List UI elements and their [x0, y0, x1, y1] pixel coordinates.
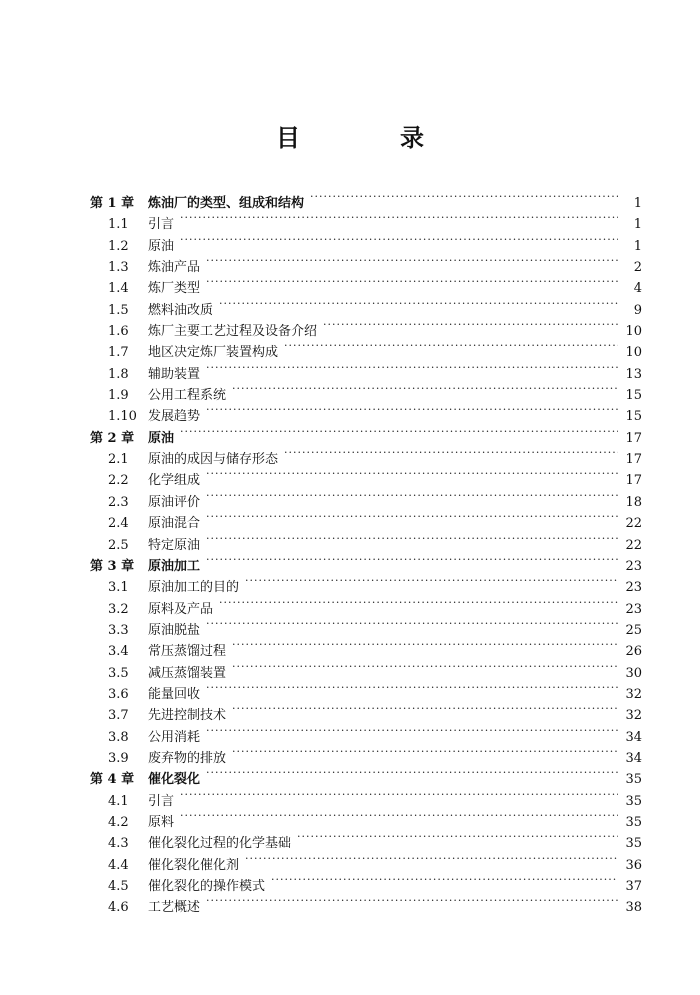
toc-entry-number: 3.6 [108, 686, 129, 702]
dot-leader [206, 528, 618, 549]
toc-entry-page-number: 4 [633, 281, 642, 297]
toc-entry-page-number: 38 [625, 900, 642, 916]
dot-leader [310, 186, 618, 207]
toc-entry-number: 2.4 [108, 516, 129, 532]
dot-leader [271, 869, 618, 890]
toc-entry-page-number: 22 [625, 516, 642, 532]
dot-leader [232, 698, 618, 719]
toc-entry-page-number: 35 [625, 793, 642, 809]
dot-leader [232, 634, 618, 655]
toc-entry-page-number: 2 [633, 260, 642, 276]
toc-entry-page-number: 23 [625, 601, 642, 617]
dot-leader [206, 613, 618, 634]
toc-entry-title: 工艺概述 [148, 900, 201, 916]
toc-entry-title: 引言 [148, 793, 175, 809]
toc-entry-title: 原油混合 [148, 516, 201, 532]
toc-entry-page-number: 35 [625, 836, 642, 852]
dot-leader [245, 848, 618, 869]
toc-entry-number: 第 3 章 [90, 558, 135, 574]
dot-leader [180, 229, 618, 250]
toc-entry-number: 2.3 [108, 494, 129, 510]
toc-entry-number: 1.10 [108, 409, 137, 425]
toc-entry-number: 1.5 [108, 302, 129, 318]
toc-chapter-row[interactable] [90, 186, 642, 211]
toc-entry-page-number: 10 [625, 345, 642, 361]
dot-leader [219, 592, 618, 613]
toc-entry-number: 1.2 [108, 238, 129, 254]
dot-leader [219, 293, 618, 314]
toc-entry-title: 发展趋势 [148, 409, 201, 425]
toc-entry-page-number: 1 [633, 196, 642, 211]
toc-entry-title: 原油脱盐 [148, 622, 201, 638]
toc-entry-number: 3.2 [108, 601, 129, 617]
table-of-contents [90, 186, 642, 916]
dot-leader [206, 357, 618, 378]
dot-leader [284, 442, 618, 463]
toc-entry-page-number: 23 [625, 558, 642, 574]
dot-leader [206, 485, 618, 506]
dot-leader [245, 570, 618, 591]
toc-entry-title: 原油加工 [148, 558, 201, 574]
toc-entry-page-number: 26 [625, 644, 642, 660]
dot-leader [323, 314, 618, 335]
dot-leader [206, 762, 618, 783]
toc-entry-number: 3.4 [108, 644, 129, 660]
toc-entry-number: 1.9 [108, 388, 129, 404]
dot-leader [206, 399, 618, 420]
toc-entry-number: 2.5 [108, 537, 129, 553]
toc-entry-title: 减压蒸馏装置 [148, 665, 227, 681]
dot-leader [297, 826, 618, 847]
toc-entry-page-number: 18 [625, 494, 642, 510]
dot-leader [232, 378, 618, 399]
toc-entry-number: 3.1 [108, 580, 129, 596]
toc-entry-number: 4.5 [108, 879, 129, 894]
toc-entry-page-number: 17 [625, 473, 642, 489]
toc-entry-page-number: 9 [633, 302, 642, 318]
toc-entry-title: 炼厂类型 [148, 281, 201, 297]
toc-entry-number: 1.8 [108, 366, 129, 382]
toc-entry-page-number: 10 [625, 324, 642, 340]
toc-entry-page-number: 34 [625, 750, 642, 766]
toc-entry-number: 4.3 [108, 836, 129, 852]
toc-entry-page-number: 36 [625, 857, 642, 873]
dot-leader [206, 549, 618, 570]
dot-leader [206, 250, 618, 271]
toc-entry-number: 4.1 [108, 793, 129, 809]
dot-leader [206, 506, 618, 527]
toc-entry-page-number: 1 [633, 238, 642, 254]
toc-entry-page-number: 32 [625, 686, 642, 702]
toc-entry-page-number: 30 [625, 665, 642, 681]
toc-entry-number: 2.1 [108, 452, 129, 468]
toc-entry-title: 公用消耗 [148, 729, 201, 745]
dot-leader [206, 890, 618, 911]
toc-entry-page-number: 15 [625, 409, 642, 425]
dot-leader [180, 207, 618, 228]
toc-entry-title: 原料及产品 [148, 601, 214, 617]
toc-entry-title: 原料 [148, 814, 175, 830]
toc-entry-page-number: 25 [625, 622, 642, 638]
dot-leader [206, 463, 618, 484]
toc-entry-number: 2.2 [108, 473, 129, 489]
toc-entry-number: 1.1 [108, 217, 129, 233]
toc-entry-page-number: 17 [625, 452, 642, 468]
toc-entry-page-number: 15 [625, 388, 642, 404]
toc-entry-number: 3.7 [108, 708, 129, 724]
toc-entry-title: 常压蒸馏过程 [148, 644, 227, 660]
page-title: 目 录 [276, 124, 462, 152]
toc-entry-title: 催化裂化的操作模式 [148, 879, 266, 894]
toc-entry-number: 3.8 [108, 729, 129, 745]
toc-entry-page-number: 32 [625, 708, 642, 724]
dot-leader [232, 741, 618, 762]
toc-entry-number: 1.7 [108, 345, 129, 361]
dot-leader [206, 271, 618, 292]
toc-entry-number: 第 4 章 [90, 772, 135, 788]
toc-entry-number: 1.6 [108, 324, 129, 340]
toc-entry-title: 化学组成 [148, 473, 201, 489]
toc-entry-title: 公用工程系统 [148, 388, 227, 404]
toc-entry-number: 3.3 [108, 622, 129, 638]
toc-entry-title: 特定原油 [148, 537, 201, 553]
toc-entry-page-number: 35 [625, 772, 642, 788]
toc-entry-title: 催化裂化催化剂 [148, 857, 240, 873]
dot-leader [180, 784, 618, 805]
dot-leader [180, 421, 618, 442]
toc-entry-title: 辅助装置 [148, 366, 201, 382]
toc-entry-title: 先进控制技术 [148, 708, 227, 724]
toc-entry-number: 4.6 [108, 900, 129, 916]
toc-entry-number: 1.4 [108, 281, 129, 297]
toc-entry-title: 能量回收 [148, 686, 201, 702]
toc-entry-page-number: 35 [625, 814, 642, 830]
toc-entry-title: 引言 [148, 217, 175, 233]
dot-leader [180, 805, 618, 826]
toc-entry-title: 炼厂主要工艺过程及设备介绍 [148, 324, 318, 340]
toc-entry-title: 原油 [148, 238, 175, 254]
toc-entry-title: 废弃物的排放 [148, 750, 227, 766]
dot-leader [232, 656, 618, 677]
toc-entry-number: 3.9 [108, 750, 129, 766]
toc-entry-title: 燃料油改质 [148, 302, 214, 318]
toc-entry-page-number: 23 [625, 580, 642, 596]
dot-leader [206, 677, 618, 698]
toc-entry-number: 4.2 [108, 814, 129, 830]
dot-leader [206, 720, 618, 741]
toc-entry-page-number: 17 [625, 430, 642, 446]
toc-entry-page-number: 37 [625, 879, 642, 894]
toc-entry-title: 原油 [148, 430, 175, 446]
dot-leader [284, 335, 618, 356]
toc-entry-page-number: 1 [633, 217, 642, 233]
toc-entry-title: 原油评价 [148, 494, 201, 510]
toc-entry-page-number: 34 [625, 729, 642, 745]
toc-entry-title: 炼油产品 [148, 260, 201, 276]
toc-entry-title: 原油的成因与储存形态 [148, 452, 279, 468]
toc-entry-title: 原油加工的目的 [148, 580, 240, 596]
toc-entry-page-number: 13 [625, 366, 642, 382]
toc-entry-number: 4.4 [108, 857, 129, 873]
toc-entry-title: 炼油厂的类型、组成和结构 [148, 196, 305, 211]
toc-entry-number: 第 1 章 [90, 196, 135, 211]
toc-entry-title: 催化裂化过程的化学基础 [148, 836, 292, 852]
toc-entry-title: 催化裂化 [148, 772, 201, 788]
toc-entry-number: 第 2 章 [90, 430, 135, 446]
toc-entry-title: 地区决定炼厂装置构成 [148, 345, 279, 361]
toc-entry-number: 1.3 [108, 260, 129, 276]
toc-entry-page-number: 22 [625, 537, 642, 553]
toc-entry-number: 3.5 [108, 665, 129, 681]
